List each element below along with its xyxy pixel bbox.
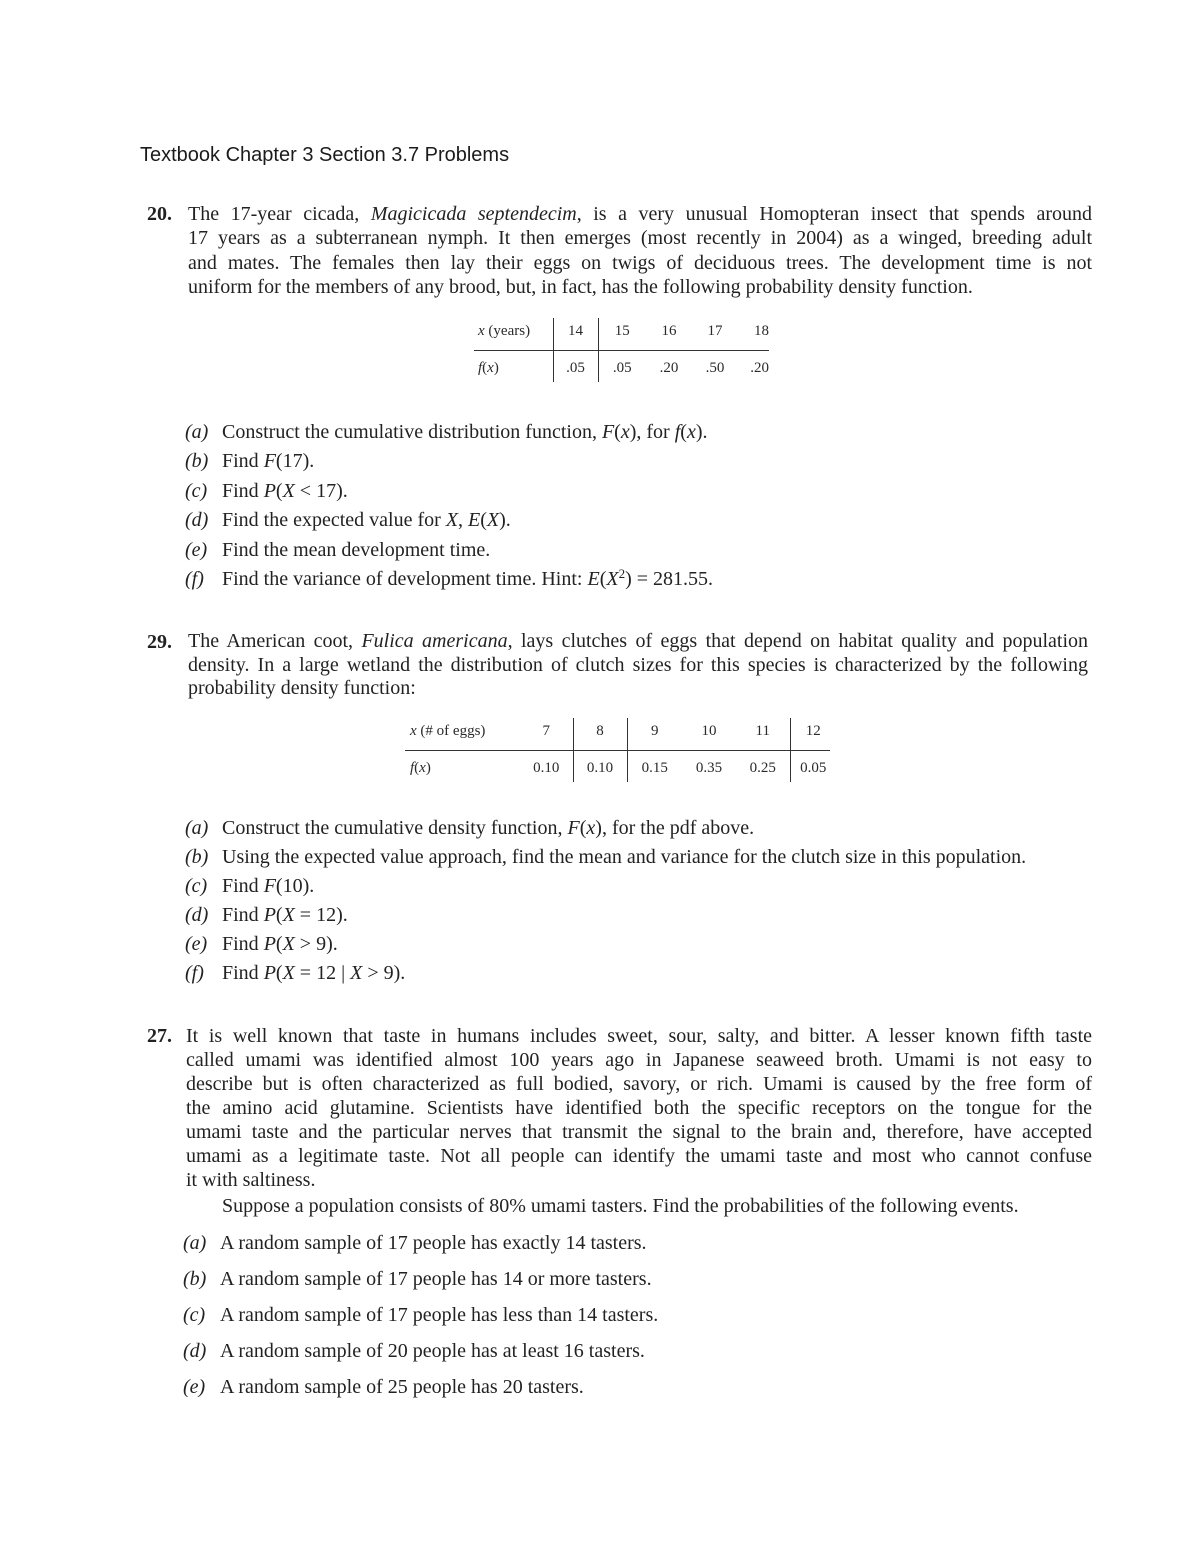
row-label — [474, 350, 553, 382]
part-label: (a) — [185, 421, 209, 443]
problem-parts — [185, 418, 713, 594]
problem-part — [183, 1333, 658, 1369]
x-row — [405, 718, 830, 750]
text-run: probability density function: — [188, 677, 416, 700]
part-text — [222, 930, 338, 959]
text-run: (years) — [484, 322, 531, 339]
part-label: (a) — [185, 817, 209, 839]
table-cell: 10 — [682, 718, 736, 750]
row-label — [405, 750, 520, 782]
italic-text: x — [620, 421, 630, 443]
part-text — [220, 1369, 584, 1405]
text-run: A random sample of 17 people has 14 or more tasters. — [220, 1268, 652, 1290]
text-run: ( — [275, 904, 283, 926]
italic-text: E — [587, 567, 600, 590]
italic-text: P — [263, 904, 276, 926]
italic-text: X — [282, 904, 295, 926]
statement-line — [186, 1168, 1092, 1192]
statement-line — [188, 654, 1088, 678]
part-label: (d) — [185, 904, 209, 926]
problem-part — [185, 506, 713, 535]
superscript: 2 — [618, 565, 626, 581]
italic-text: P — [263, 933, 276, 955]
problem-part — [185, 477, 713, 506]
italic-text: P — [263, 962, 276, 984]
part-text — [220, 1261, 652, 1297]
text-run: Construct the cumulative distribution function, — [222, 421, 602, 443]
fx-row — [405, 750, 830, 782]
text-run: Find — [222, 962, 264, 984]
table-cell: 0.25 — [736, 750, 790, 782]
problem-statement — [186, 1024, 1092, 1192]
statement-line — [188, 630, 1088, 654]
text-run: Find — [222, 450, 264, 473]
text-run: Find — [222, 479, 264, 502]
problem-parts — [183, 1225, 658, 1405]
problem-part — [185, 872, 1026, 901]
statement-line — [188, 677, 1088, 701]
problem-followup: Suppose a population consists of 80% umami tasters. Find the probabilities of the following events. — [222, 1195, 1019, 1217]
table-cell: .05 — [553, 350, 598, 382]
part-text — [222, 843, 1026, 872]
italic-text: F — [263, 450, 276, 473]
italic-text: x — [586, 817, 596, 839]
text-run: called umami was identified almost 100 years ago in Japanese seaweed broth. Umami is not easy to — [186, 1049, 1092, 1071]
italic-text: F — [601, 421, 615, 443]
problem-part — [185, 814, 1026, 843]
text-run: ) — [493, 359, 499, 376]
statement-line — [186, 1072, 1092, 1096]
text-run: Construct the cumulative density function, — [222, 817, 568, 839]
problem-part — [185, 901, 1026, 930]
text-run: ( — [680, 421, 687, 443]
table-cell: 0.10 — [520, 750, 573, 782]
table-cell: 18 — [738, 318, 769, 350]
text-run: Find — [222, 933, 264, 955]
text-run: A random sample of 20 people has at least 16 tasters. — [220, 1340, 645, 1362]
text-run: ) = 281.55. — [625, 567, 714, 590]
problem-part — [183, 1297, 658, 1333]
fx-row — [474, 350, 769, 382]
text-run: describe but is often characterized as full bodied, savory, or rich. Umami is caused by the free form of — [186, 1073, 1092, 1095]
statement-line — [186, 1120, 1092, 1144]
part-label: (c) — [185, 875, 208, 897]
text-run: (# of eggs) — [416, 722, 486, 739]
italic-text: F — [567, 817, 580, 839]
problem-part — [185, 418, 713, 447]
text-run: Find — [222, 875, 264, 897]
part-label: (f) — [185, 962, 204, 984]
text-run: 17 years as a subterranean nymph. It then emerges (most recently in 2004) as a winged, breeding adult — [188, 227, 1092, 250]
part-label: (e) — [185, 933, 208, 955]
text-run: Using the expected value approach, find the mean and variance for the clutch size in this population. — [222, 846, 1027, 868]
text-run: Find the mean development time. — [222, 538, 491, 561]
table-cell: 17 — [692, 318, 738, 350]
problem-number: 29. — [147, 631, 172, 653]
text-run: = 12 | — [294, 962, 351, 984]
italic-text: P — [263, 479, 276, 502]
part-label: (e) — [183, 1376, 206, 1398]
problem-part — [183, 1225, 658, 1261]
table-cell: .20 — [659, 359, 679, 376]
text-run: , lays clutches of eggs that depend on habitat quality and population — [507, 630, 1089, 652]
text-run: ( — [482, 359, 488, 376]
italic-text: f — [410, 759, 415, 776]
part-text — [222, 418, 708, 447]
statement-line — [188, 275, 1092, 299]
problem-number: 27. — [147, 1025, 172, 1047]
text-run: A random sample of 17 people has exactly 14 tasters. — [220, 1232, 647, 1254]
italic-text: x — [487, 359, 494, 376]
part-label: (f) — [185, 567, 204, 590]
x-row — [474, 318, 769, 350]
text-run: ( — [275, 933, 283, 955]
italic-text: X — [282, 962, 295, 984]
text-run: umami as a legitimate taste. Not all people can identify the umami taste and most who cannot confuse — [186, 1145, 1092, 1167]
statement-line — [186, 1024, 1092, 1048]
italic-text: X — [445, 509, 459, 532]
statement-line — [188, 251, 1092, 275]
italic-text: x — [478, 322, 485, 339]
text-run: (10). — [275, 875, 315, 897]
text-run: ( — [480, 509, 487, 532]
text-run: ( — [614, 421, 621, 443]
text-run: ( — [579, 817, 587, 839]
table-cell: 14 — [553, 318, 598, 350]
text-run: Find the expected value for — [222, 509, 446, 532]
text-run: ) — [425, 759, 431, 776]
text-run: , is a very unusual Homopteran insect that spends around — [576, 203, 1093, 225]
text-run: Find — [222, 904, 264, 926]
text-run: ( — [275, 479, 283, 502]
text-run: A random sample of 17 people has less than 14 tasters. — [220, 1304, 659, 1326]
text-run: The American coot, — [188, 630, 362, 652]
text-run: = 12). — [294, 904, 348, 926]
problem-number: 20. — [147, 203, 172, 225]
part-text — [222, 872, 314, 901]
italic-text: Fulica americana — [361, 630, 508, 652]
italic-text: E — [468, 509, 481, 532]
part-label: (b) — [183, 1268, 207, 1290]
table-cell: .50 — [705, 359, 725, 376]
part-label: (d) — [183, 1340, 207, 1362]
table-body — [474, 318, 769, 382]
part-text — [222, 477, 348, 506]
text-run: , — [458, 509, 469, 532]
text-run: ( — [414, 759, 420, 776]
italic-text: X — [282, 933, 295, 955]
problem-part — [185, 447, 713, 476]
part-text — [222, 901, 348, 930]
part-text — [220, 1225, 647, 1261]
part-label: (e) — [185, 538, 208, 561]
italic-text: X — [486, 509, 500, 532]
text-run: ( — [599, 567, 607, 590]
part-text — [222, 565, 713, 594]
text-run: A random sample of 25 people has 20 tasters. — [220, 1376, 584, 1398]
table-cell: 11 — [736, 718, 790, 750]
table-cell: 12 — [790, 718, 830, 750]
table-cell: .05 — [612, 359, 632, 376]
italic-text: X — [282, 479, 295, 502]
text-run: ). — [499, 509, 511, 532]
problem-part — [185, 843, 1026, 872]
text-run: It is well known that taste in humans includes sweet, sour, salty, and bitter. A lesser known fifth taste — [186, 1025, 1092, 1047]
italic-text: x — [419, 759, 426, 776]
italic-text: X — [350, 962, 363, 984]
text-run: it with saltiness. — [186, 1169, 316, 1191]
table-cell: 9 — [627, 718, 682, 750]
problem-part — [185, 565, 713, 594]
text-run: < 17). — [294, 479, 348, 502]
problem-part — [185, 930, 1026, 959]
row-label — [474, 318, 553, 350]
problem-part — [183, 1261, 658, 1297]
text-run: ( — [275, 962, 283, 984]
pdf-table — [405, 718, 830, 782]
part-text — [222, 959, 405, 988]
table-cell: 15 — [598, 318, 646, 350]
part-label: (c) — [183, 1304, 206, 1326]
text-run: ), for the pdf above. — [595, 817, 755, 839]
table-cell: 0.10 — [573, 750, 627, 782]
table-cell: 0.05 — [800, 759, 827, 776]
statement-line — [186, 1048, 1092, 1072]
page-title: Textbook Chapter 3 Section 3.7 Problems — [140, 144, 510, 166]
part-text — [220, 1333, 645, 1369]
italic-text: x — [410, 722, 417, 739]
text-run: the amino acid glutamine. Scientists have identified both the specific receptors on the tongue for the — [186, 1097, 1092, 1119]
statement-line — [186, 1144, 1092, 1168]
text-run: umami taste and the particular nerves that transmit the signal to the brain and, therefore, have accepted — [186, 1121, 1092, 1143]
text-run: The 17-year cicada, — [188, 203, 371, 225]
problem-statement — [188, 630, 1088, 701]
part-text — [220, 1297, 658, 1333]
part-text — [222, 814, 754, 843]
part-text — [222, 536, 490, 565]
problem-part — [185, 536, 713, 565]
table-cell: 0.15 — [641, 759, 668, 776]
statement-line — [188, 202, 1092, 226]
part-label: (d) — [185, 509, 209, 532]
italic-text: f — [478, 359, 483, 376]
statement-line — [188, 226, 1092, 250]
text-run: uniform for the members of any brood, but, in fact, has the following probability density function. — [188, 275, 973, 298]
table-body — [405, 718, 830, 782]
table-cell: 7 — [520, 718, 573, 750]
text-run: (17). — [275, 450, 315, 473]
part-label: (b) — [185, 846, 209, 868]
part-text — [222, 447, 314, 476]
table-cell: 16 — [646, 318, 692, 350]
statement-line — [186, 1096, 1092, 1120]
text-run: > 9). — [362, 962, 406, 984]
italic-text: F — [263, 875, 276, 897]
text-run: > 9). — [294, 933, 338, 955]
italic-text: Magicicada septendecim — [370, 203, 577, 225]
table-cell: 0.35 — [695, 759, 723, 776]
text-run: density. In a large wetland the distribution of clutch sizes for this species is characterized by the following — [188, 653, 1088, 676]
text-run: and mates. The females then lay their eggs on twigs of deciduous trees. The development time is not — [188, 251, 1092, 274]
table-cell: .20 — [750, 359, 769, 376]
italic-text: x — [686, 421, 696, 443]
problem-part — [185, 959, 1026, 988]
text-run: Find the variance of development time. Hint: — [222, 567, 588, 590]
italic-text: X — [606, 567, 619, 590]
problem-part — [183, 1369, 658, 1405]
table-cell: 8 — [573, 718, 627, 750]
text-run: ), for — [629, 421, 675, 443]
part-label: (c) — [185, 479, 208, 502]
part-label: (a) — [183, 1232, 207, 1254]
problem-parts — [185, 814, 1026, 988]
italic-text: f — [674, 421, 681, 443]
text-run: ). — [695, 421, 708, 443]
part-label: (b) — [185, 450, 209, 473]
row-label — [405, 718, 520, 750]
part-text — [222, 506, 511, 535]
problem-statement — [188, 202, 1092, 299]
pdf-table — [474, 318, 769, 382]
